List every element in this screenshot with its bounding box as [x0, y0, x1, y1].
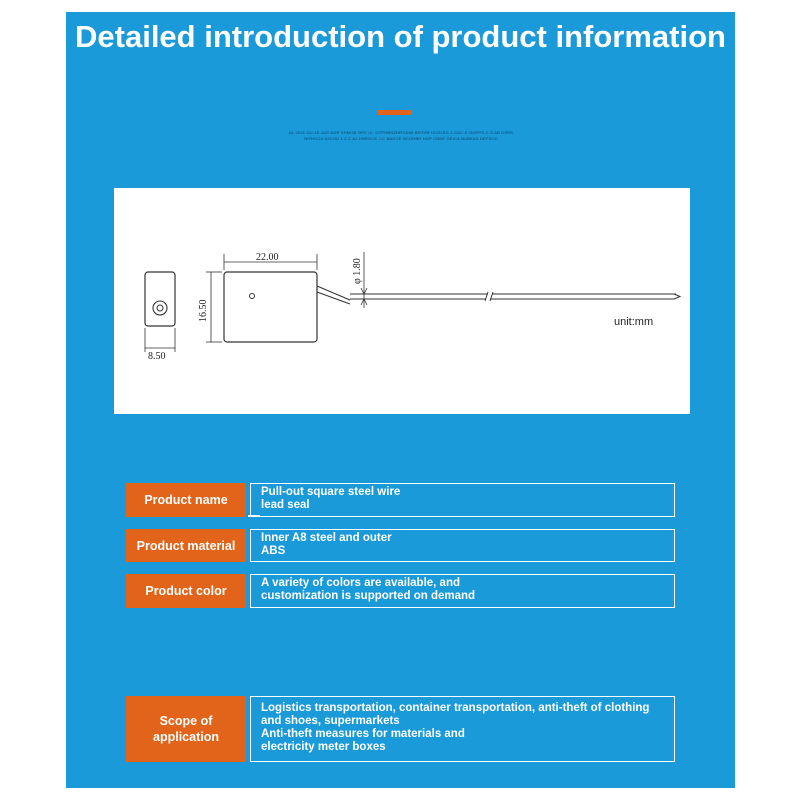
- product-info-panel: [66, 12, 735, 788]
- seal-side-view: [145, 272, 175, 326]
- scope-line-1: Logistics transportation, container transportation, anti-theft of clothing: [261, 702, 650, 714]
- fine-print-line-1: UL 2021 GU-15 JUG AGR SHMGB GPC IC. GTPHBGZHRGD05 BDTHR HCOLEG 1.CDC-E GUPPS-C-S AB DSRS: [288, 130, 514, 135]
- unit-label: unit:mm: [614, 316, 654, 328]
- product-name-underline: [248, 515, 260, 517]
- wire-break-right: [490, 292, 493, 301]
- wire-tip: [674, 294, 680, 299]
- width-label: 22.00: [256, 252, 279, 263]
- fine-print-text: [236, 130, 566, 142]
- scope-label-line-1: Scope of: [159, 714, 213, 728]
- spec-row-product-material: [126, 529, 676, 562]
- end-width-label: 8.50: [148, 351, 166, 362]
- product-name-label: Product name: [126, 483, 246, 517]
- fine-print-line-2: NIFHCOU 8JCOU 1.Z C AJ.HNRGCE J.C BAGCE NCOHBH HOP CNKE GEICA NUBKAS DEFSOC: [304, 136, 498, 141]
- product-material-label: Product material: [126, 529, 246, 562]
- seal-tag-body: [224, 272, 317, 342]
- product-color-label: Product color: [126, 574, 246, 608]
- title-accent-dash: [377, 110, 412, 115]
- spec-row-scope: [126, 696, 676, 762]
- product-color-line-1: A variety of colors are available, and: [261, 577, 460, 589]
- product-color-line-2: customization is supported on demand: [261, 590, 476, 602]
- spec-row-product-color: [126, 574, 676, 608]
- height-label: 16.50: [198, 299, 209, 322]
- product-name-value: [250, 483, 675, 517]
- product-color-value: [250, 574, 675, 608]
- page-title: Detailed introduction of product information: [75, 19, 726, 54]
- wire-break-left: [485, 292, 488, 301]
- product-name-line-1: Pull-out square steel wire: [261, 486, 401, 498]
- spec-row-product-name: [126, 483, 676, 517]
- scope-line-4: electricity meter boxes: [261, 741, 386, 753]
- dimension-drawing: [114, 188, 690, 414]
- product-material-line-2: ABS: [261, 545, 286, 557]
- product-material-value: [250, 529, 675, 562]
- scope-value: [250, 696, 675, 762]
- seal-dimension-diagram: [114, 188, 690, 414]
- scope-line-2: and shoes, supermarkets: [261, 715, 400, 727]
- scope-line-3: Anti-theft measures for materials and: [261, 728, 465, 740]
- diameter-label: φ 1.80: [352, 258, 363, 284]
- scope-label: [126, 696, 246, 762]
- scope-label-line-2: application: [153, 730, 219, 744]
- product-material-line-1: Inner A8 steel and outer: [261, 532, 392, 544]
- product-name-line-2: lead seal: [261, 499, 310, 511]
